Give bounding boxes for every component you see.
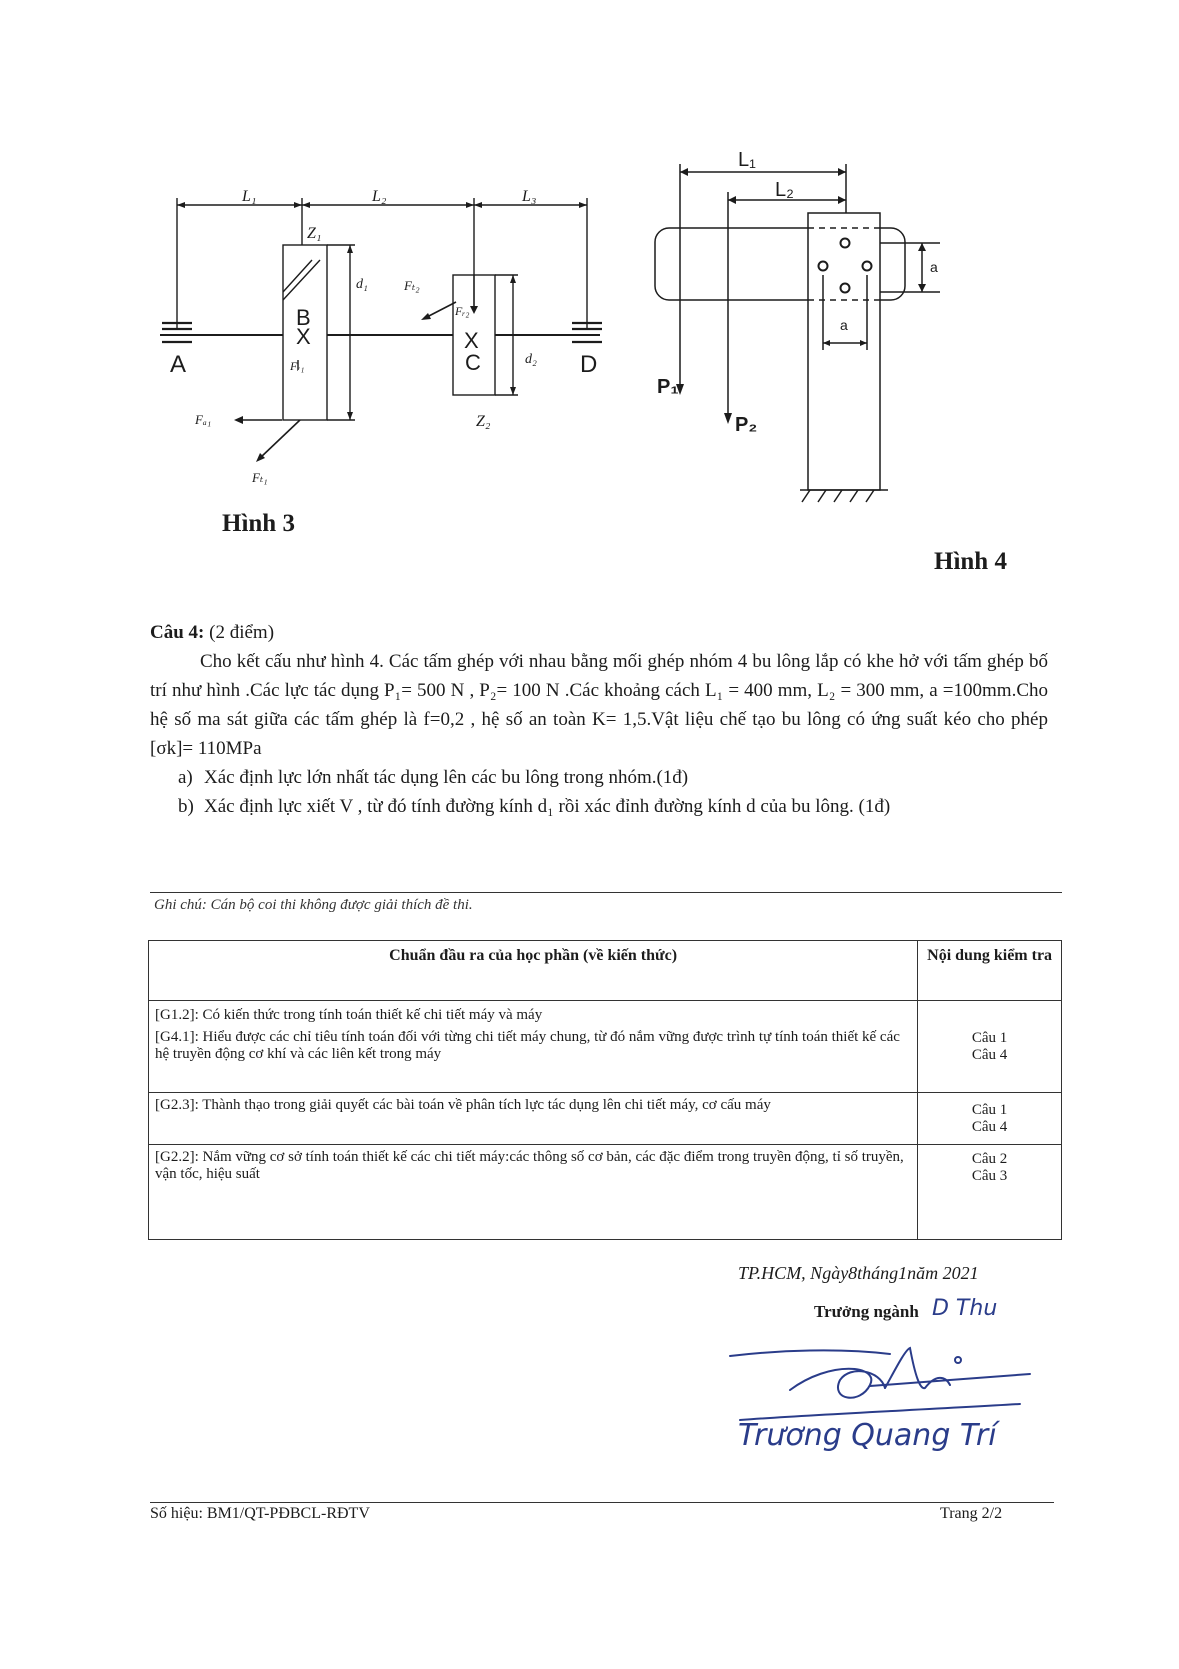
svg-text:a: a [930,259,938,275]
question-item-b-text: Xác định lực xiết V , từ đó tính đường kính d₁ rồi xác đỉnh đường kính d của bu lông. (1đ) [204,796,891,817]
svg-text:Z₂: Z₂ [476,413,491,430]
question-item-b-label: b) [178,796,194,817]
outcome-line: [G4.1]: Hiểu được các chỉ tiêu tính toán đối với từng chi tiết máy chung, từ đó nắm vững được trình tự tính toán thiết kế các hệ truyền động cơ khí và các liên kết trong máy [155,1029,900,1062]
svg-text:P₂: P₂ [735,414,758,436]
question-item-a-text: Xác định lực lớn nhất tác dụng lên các bu lông trong nhóm.(1đ) [204,767,689,788]
table-header-check: Nội dung kiểm tra [918,941,1062,1001]
svg-text:L₂: L₂ [775,179,794,201]
question-heading [150,618,1048,647]
question-item-a-label: a) [178,767,193,788]
check-item: Câu 3 [971,1168,1008,1184]
question-points: (2 điểm) [209,622,275,643]
svg-text:Fₜ₂: Fₜ₂ [404,278,420,293]
check-item: Câu 4 [971,1046,1008,1063]
question-body: Cho kết cấu như hình 4. Các tấm ghép với nhau bằng mối ghép nhóm 4 bu lông lắp có khe hở với tấm ghép bố trí như hình .Các lực tác dụng P₁= 500 N , P₂= 100 N .Các khoảng cách L₁ = 400 mm, L₂ = 300 mm, a =100mm.Cho hệ số ma sát giữa các tấm ghép là f=0,2 , hệ số an toàn K= 1,5.Vật liệu chế tạo bu lông có ứng suất kéo cho phép [σk]= 110MPa [150,651,1048,759]
question-number: Câu 4: [150,622,205,643]
outcome-line: [G1.2]: Có kiến thức trong tính toán thiết kế chi tiết máy và máy [155,1007,543,1023]
svg-text:Fₐ₁: Fₐ₁ [195,412,212,427]
svg-text:L₁: L₁ [738,149,756,171]
signer-name: Trương Quang Trí [738,1418,997,1453]
svg-text:X: X [296,324,311,349]
check-item: Câu 1 [971,1101,1008,1118]
svg-text:L₃: L₃ [522,188,537,205]
table-cell-outcome [149,1001,918,1093]
check-item: Câu 1 [971,1029,1008,1046]
svg-text:a: a [840,317,848,333]
exam-note: Ghi chú: Cán bộ coi thi không được giải thích đề thi. [154,897,473,913]
question-item-a [150,763,1048,792]
outcome-line: [G2.2]: Nắm vững cơ sở tính toán thiết kế các chi tiết máy:các thông số cơ bản, các đặc điểm trong truyền động, tỉ số truyền, vận tốc, hiệu suất [155,1149,904,1182]
svg-text:P₁: P₁ [657,376,679,398]
table-cell-outcome [149,1093,918,1145]
figure-3-caption: Hình 3 [222,510,295,537]
learning-outcomes-table [148,940,1062,1240]
signer-role: Trưởng ngành [814,1302,919,1321]
svg-text:d₂: d₂ [525,352,537,367]
question-item-b [150,792,1048,821]
table-cell-check [918,1093,1062,1145]
svg-text:C: C [465,350,481,375]
question-4 [150,618,1048,821]
svg-text:Fᵣ₁: Fᵣ₁ [290,359,305,373]
date-line: TP.HCM, Ngày8tháng1năm 2021 [738,1263,979,1283]
page-number: Trang 2/2 [940,1505,1003,1522]
outcome-line: [G2.3]: Thành thạo trong giải quyết các bài toán về phân tích lực tác dụng lên chi tiết máy, cơ cấu máy [155,1097,771,1113]
svg-text:Z₁: Z₁ [307,225,322,242]
table-header-row [149,941,1062,1001]
table-row [149,1145,1062,1240]
figure-3-shaft-diagram [150,180,620,510]
document-code: Số hiệu: BM1/QT-PĐBCL-RĐTV [150,1505,370,1522]
table-row [149,1001,1062,1093]
check-item: Câu 2 [971,1151,1008,1167]
svg-text:L₁: L₁ [242,188,257,205]
figure-4-caption: Hình 4 [934,548,1007,575]
figure-4-bolted-plate-diagram [640,140,970,510]
svg-text:d₁: d₁ [356,277,368,292]
svg-text:A: A [170,351,187,378]
svg-text:Fₜ₁: Fₜ₁ [252,470,268,485]
svg-text:L₂: L₂ [372,188,387,205]
table-row [149,1093,1062,1145]
svg-text:X: X [464,328,479,353]
note-separator [150,892,1062,893]
handwritten-initials: D Thu [932,1296,998,1321]
table-cell-outcome [149,1145,918,1240]
table-cell-check [918,1145,1062,1240]
footer-line [150,1502,1054,1503]
check-item: Câu 4 [971,1118,1008,1135]
table-header-outcomes: Chuẩn đầu ra của học phần (về kiến thức) [149,941,918,1001]
svg-text:Fᵣ₂: Fᵣ₂ [455,304,470,318]
svg-text:B: B [296,305,311,330]
svg-text:D: D [580,351,598,378]
table-cell-check [918,1001,1062,1093]
